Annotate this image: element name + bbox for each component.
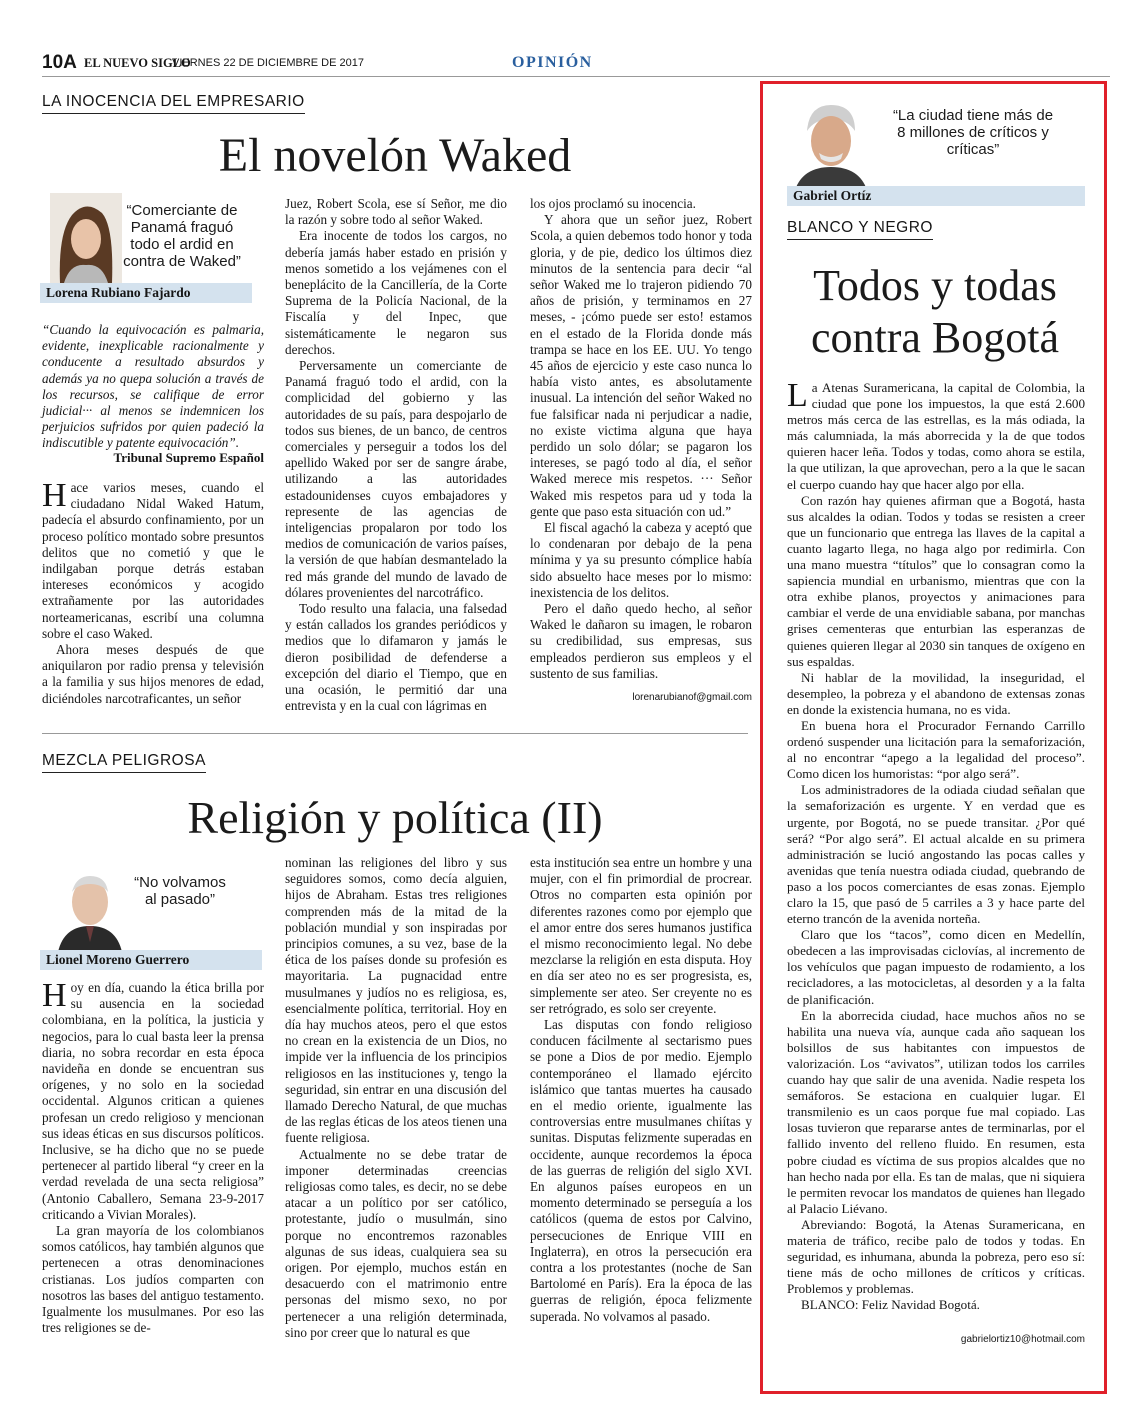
article1-column-1	[42, 477, 264, 707]
article3-title-line2: contra Bogotá	[810, 313, 1060, 362]
section-divider	[42, 733, 748, 734]
article2-column-1	[42, 977, 264, 1336]
paragraph: Los administradores de la odiada ciudad señalan que la semaforización es urgente. Y en verdad que es urgente, por Bogotá, no se puede transitar. ¿Por qué será? “Por algo será”. El actual alcalde en su primera administración se lució angostando las pocas calles y avenidas que tenía nuestra odiada ciudad, quebrando de paso a los pocos comerciantes de esas zonas. Ejemplo claro la 15, que pasó de 5 carriles a 3 y hace parte del eterno trancón de la avenida norteña.	[787, 782, 1085, 927]
author-photo-gabriel	[789, 95, 873, 190]
article3-kicker: BLANCO Y NEGRO	[787, 219, 933, 240]
paragraph: En la aborrecida ciudad, hace muchos años no se habilita una nueva vía, aunque cada año saquean los bolsillos de sus habitantes con impuestos de valorización. Los “avivatos”, utilizan todos los carriles cuando hay que salir de una avenida. Nadie respeta los semáforos. Se estaciona en cualquier lugar. El transmilenio es un caos porque fue mal copiado. Las losas tuvieron que repararse antes de terminarlas, por el fallido invento del relleno fluido. En resumen, esta pobre ciudad es víctima de sus propios alcaldes que no han hecho nada por ella. Es tan de malas, que ni siquiera le permiten revocar los mandatos de quienes han llegado al Palacio Liévano.	[787, 1007, 1085, 1216]
article1-title: El novelón Waked	[218, 129, 572, 182]
section-name: OPINIÓN	[512, 54, 593, 71]
paragraph: Ni hablar de la movilidad, la inseguridad, el desempleo, la pobreza y el abandono de extensas zonas en donde la existencia humana, no es vida.	[787, 669, 1085, 717]
paragraph: nominan las religiones del libro y sus seguidores somos, como decía alguien, hijos de Abraham. Estas tres religiones comprenden más de la mitad de la población mundial y son inspiradas por principios comunes, a su vez, base de la ética de los países donde su profesión es mayoritaria. La pugnacidad entre musulmanes y judíos no es religiosa, es, esencialmente política, territorial. Hoy en día hay muchos ateos, pero el que estos no crean en la existencia de un Dios, no impide ver la influencia de los principios religiosos en las instituciones y, tengo la seguridad, sin entrar en una discusión del llamado Derecho Natural, de que muchas de las reglas éticas de los ateos tienen una fuente religiosa.	[285, 855, 507, 1146]
article1-kicker: LA INOCENCIA DEL EMPRESARIO	[42, 93, 305, 114]
paragraph: Todo resulto una falacia, una falsedad y están callados los grandes periódicos y medios que lo difamaron y jamás le dieron posibilidad de defenderse a excepción del diario el Tiempo, que en una ocasión, le permitió dar una entrevista y en la cual con lágrimas en	[285, 601, 507, 714]
paragraph: Ahora meses después de que aniquilaron por radio prensa y televisión a la familia y sus hijos menores de edad, diciéndoles narcotraficantes, un señor	[42, 642, 264, 706]
article2-column-3	[530, 855, 752, 1325]
paragraph: Juez, Robert Scola, ese sí Señor, me dio la razón y sobre todo al señor Waked.	[285, 196, 507, 228]
article1-column-2	[285, 196, 507, 715]
article3-title-line1: Todos y todas	[813, 261, 1057, 310]
header-rule	[42, 76, 1110, 77]
page-number: 10A	[42, 52, 77, 73]
paragraph	[42, 477, 264, 642]
author-photo-lionel	[50, 862, 130, 952]
article3-email: gabrielortiz10@hotmail.com	[960, 1334, 1085, 1345]
article2-column-2	[285, 855, 507, 1341]
dropcap: L	[787, 377, 808, 414]
page-header	[42, 52, 1110, 78]
article3-author: Gabriel Ortíz	[787, 186, 1085, 206]
article1-pullquote: “Comerciante de Panamá fraguó todo el ardid en contra de Waked”	[123, 202, 241, 270]
epigraph-text: “Cuando la equivocación es palmaria, evidente, inexplicable racionalmente y conducente a resultado absurdos y además ya no quepa solución a través de los recursos, se califique de error judicial··· al menos se indemnicen los perjuicios sufridos por quien padeció la indiscutible y patente equivocación”.	[42, 322, 264, 451]
epigraph-source: Tribunal Supremo Español	[113, 450, 264, 465]
issue-date: VIERNES 22 DE DICIEMBRE DE 2017	[172, 57, 364, 69]
article3-body	[787, 377, 1085, 1313]
paragraph: BLANCO: Feliz Navidad Bogotá.	[801, 1297, 980, 1313]
author-photo-lorena	[50, 193, 122, 283]
paragraph: El fiscal agachó la cabeza y aceptó que lo condenaran por debajo de la pena mínima y ya su presunto cómplice había sido absuelto hace meses por lo mismo: inexistencia de los delitos.	[530, 520, 752, 600]
paragraph: En buena hora el Procurador Fernando Carrillo ordenó suspender una licitación para la semaforización, al no encontrar “apego a la legalidad del proceso”. Como dicen los humoristas: “por algo será”.	[787, 717, 1085, 782]
article1-epigraph	[42, 322, 264, 452]
article2-title: Religión y política (II)	[187, 792, 603, 843]
article2-author: Lionel Moreno Guerrero	[40, 950, 262, 970]
paragraph-text: oy en día, cuando la ética brilla por su ausencia en la sociedad colombiana, en la política, la justicia y negocios, para lo cual basta leer la prensa diaria, no sobra recordar en esta época navideña en donde se encuentran sus orígenes, y no solo en la sociedad occidental. Algunos critican a quienes profesan un credo religioso y mencionan sus ideas éticas en sus discursos políticos. Inclusive, se ha dicho que no se puede pertenecer al partido liberal “y creer en la verdad revelada de una secta religiosa” (Antonio Caballero, Semana 23-9-2017 criticando a Vivian Morales).	[42, 980, 264, 1222]
paragraph-text: a Atenas Suramericana, la capital de Colombia, la ciudad que pone los impuestos, la que está 2.600 metros más cerca de las estrellas, es la más odiada, la más calumniada, la más aborrecida y la de que todos quieren hacer leña. Todos y todas, como ahora se estila, la que utilizan, la que aprovechan, pero a la que le sacan el cuerpo cuando hay que hacer algo por ella.	[787, 380, 1085, 492]
paragraph: Era inocente de todos los cargos, no debería jamás haber estado en prisión y menos sometido a los vejámenes con el beneplácito de la Cancillería, de la Corte Suprema de la Policía Nacional, de la Fiscalía y del Inpec, que sistemáticamente le negaron sus derechos.	[285, 228, 507, 357]
paragraph: Con razón hay quienes afirman que a Bogotá, hasta sus alcaldes la odian. Todos y todas se resisten a creer que un funcionario que entrega las llaves de la capital a cuanto lagarto llega, no haga algo por redimirla. Con una mano muestra “títulos” que lo consagran como la sapiencia mundial en urbanismo, mientras que con la otra exhibe planos, proyectos y animaciones para cambiar el verde de una envidiable sabana, por manchas grises cementeras que enturbian las esperanzas de quienes quieren llegar al 2030 sin tanques de oxígeno en sus espaldas.	[787, 492, 1085, 669]
paragraph	[42, 977, 264, 1223]
paragraph: los ojos proclamó su inocencia.	[530, 196, 696, 211]
article1-column-3	[530, 196, 752, 682]
article2-kicker: MEZCLA PELIGROSA	[42, 752, 206, 773]
paragraph: esta institución sea entre un hombre y una mujer, con el fin primordial de procrear. Otros no comparten esta opinión por diferentes razones como por ejemplo que el amor entre dos seres humanos justifica el mismo reconocimiento legal. No debe mezclarse la religión en esta disputa. Hoy en día ser ateo no es ser progresista, es, simplemente ser ateo. Ser creyente no es ser retrógrado, es solo ser creyente.	[530, 855, 752, 1016]
paragraph: Claro que los “tacos”, como dicen en Medellín, obedecen a las improvisadas ciclovías, al incremento de los vehículos que pagan impuesto de rodamiento, a los recicladores, a las motocicletas, al desorden y a la falta de planificación.	[787, 927, 1085, 1007]
paragraph	[787, 377, 1085, 493]
article2-pullquote: “No volvamos al pasado”	[134, 874, 226, 908]
newspaper-name: EL NUEVO SIGLO	[84, 56, 191, 70]
article1-email: lorenarubianof@gmail.com	[632, 692, 752, 703]
article3-pullquote: “La ciudad tiene más de 8 millones de críticos y críticas”	[892, 107, 1054, 158]
article1-author: Lorena Rubiano Fajardo	[40, 283, 252, 303]
paragraph: Actualmente no se debe tratar de imponer determinadas creencias religiosas como tales, es decir, no se debe atacar a un político por ser católico, protestante, judío o musulmán, sino porque no encontremos razonables algunas de sus ideas, cualquiera sea su origen. Por ejemplo, muchos están en desacuerdo con el matrimonio entre personas del mismo sexo, no por pertenecer a una religión determinada, sino por creer que lo natural es que	[285, 1146, 507, 1340]
paragraph: La gran mayoría de los colombianos somos católicos, hay también algunos que pertenecen a otras denominaciones cristianas. Los judíos comparten con nosotros las bases del antiguo testamento. Igualmente los musulmanes. Por eso las tres religiones se de-	[42, 1223, 264, 1336]
dropcap: H	[42, 977, 67, 1014]
paragraph: Abreviando: Bogotá, la Atenas Suramericana, en materia de tráfico, recibe palo de todos y todas. En seguridad, es inhumana, abunda la pobreza, pero eso sí: tiene más de ocho millones de críticos y críticas. Problemos y problemas.	[787, 1216, 1085, 1297]
paragraph: Las disputas con fondo religioso conducen fácilmente al sectarismo pues se pone a Dios de por medio. Ejemplo contemporáneo el llamado ejército islámico que tantas muertes ha causado en el medio oriente, igualmente las controversias entre musulmanes chiítas y sunitas. Disputas felizmente superadas en occidente, aunque recordemos la época de las guerras de religión del siglo XVI. En algunos países europeos en un momento determinado se perseguía a los católicos (quema de estos por Calvino, persecuciones de Enrique VIII en Inglaterra), en otros la persecución era contra a los protestantes (noche de San Bartolomé en París). Era la época de las guerras de religión, época felizmente superada. No volvamos al pasado.	[530, 1017, 752, 1324]
paragraph: Perversamente un comerciante de Panamá fraguó todo el ardid, con la complicidad del gobierno y las autoridades de su país, para despojarlo de todos sus bienes, de un banco, de centros comerciales y perseguir a todos los del apellido Waked por ser de sangre árabe, utilizando a las autoridades estadounidenses cuyos embajadores y represente de las agencias de inteligencias propalaron por todo los medios de comunicación de varios países, la versión de que habían desmantelado la red más grande del mundo de lavado de dólares provenientes del narcotráfico.	[285, 358, 507, 600]
paragraph: Pero el daño quedo hecho, al señor Waked le dañaron su imagen, le robaron su credibilidad, sus empresas, sus empleados perdieron sus empleos y el sustento de sus familias.	[530, 601, 752, 681]
paragraph: Y ahora que un señor juez, Robert Scola, a quien debemos todo honor y toda gloria, y de pie, dedico los últimos diez minutos de la sentencia para decir “al señor Waked me lo trajeron pidiendo 70 años de prisión, y terminamos en 27 meses, - ¡cómo puede ser esto! estamos en el estado de la Florida donde más trampa se hace en los EE. UU. Yo tengo 45 años de ejercicio y este caso nunca lo había visto antes, es absolutamente inusual. La intención del señor Waked no fue falsificar nada ni perjudicar a nadie, no existe victima alguna que haya perdido un solo dólar; se pagaron los intereses, se pagó todo al día, el señor Waked merece mis respetos. ··· Señor Waked mis respetos para ud y toda la gente que paso esta situación con ud.”	[530, 212, 752, 519]
dropcap: H	[42, 477, 67, 514]
paragraph-text: ace varios meses, cuando el ciudadano Nidal Waked Hatum, padecía el absurdo confinamiento, por un proceso político montado sobre presuntos delitos que no cometió y que le indilgaban porque detrás estaban intereses económicos y acogido extrañamente por las autoridades norteamericanas, escribí una columna sobre el caso Waked.	[42, 480, 264, 641]
